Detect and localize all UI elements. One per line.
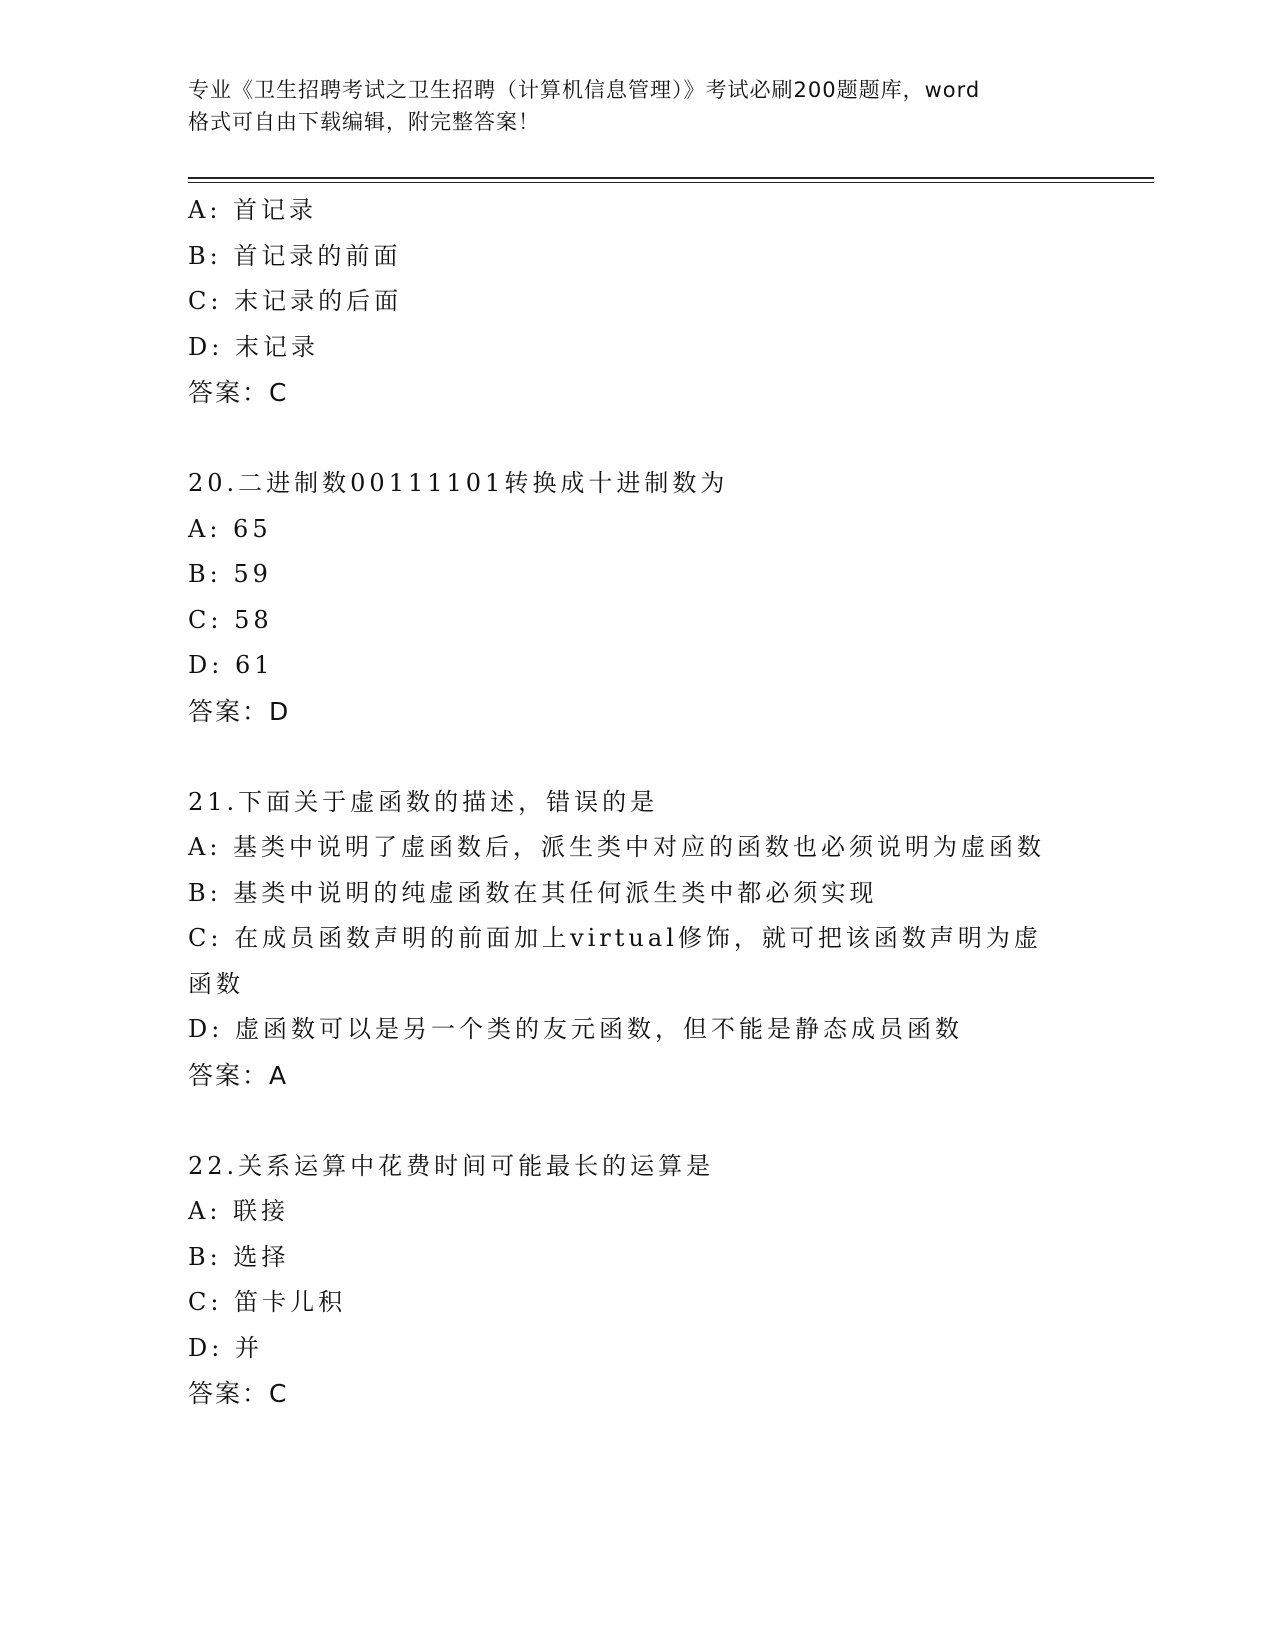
- option-c: C: 末记录的后面: [188, 287, 403, 315]
- option-c: C: 在成员函数声明的前面加上virtual修饰，就可把该函数声明为虚: [188, 924, 1042, 952]
- question-text: 21.下面关于虚函数的描述，错误的是: [188, 787, 659, 816]
- document-header: [188, 74, 1088, 138]
- question-text: 20.二进制数00111101转换成十进制数为: [188, 469, 729, 497]
- header-line-2: 格式可自由下载编辑，附完整答案！: [188, 110, 540, 134]
- option-d: D: 61: [188, 651, 274, 679]
- option-b: B: 59: [188, 560, 272, 588]
- option-c: C: 笛卡儿积: [188, 1288, 347, 1316]
- question-20-block: [188, 461, 1088, 734]
- option-b: B: 基类中说明的纯虚函数在其任何派生类中都必须实现: [188, 878, 878, 907]
- option-d: D: 虚函数可以是另一个类的友元函数，但不能是静态成员函数: [188, 1015, 963, 1043]
- question-text: 22.关系运算中花费时间可能最长的运算是: [188, 1151, 715, 1180]
- option-c-continuation: 函数: [188, 969, 244, 998]
- option-d: D: 并: [188, 1333, 263, 1362]
- option-c: C: 58: [188, 605, 273, 634]
- option-a: A: 联接: [188, 1197, 290, 1225]
- option-b: B: 首记录的前面: [188, 241, 402, 270]
- option-a: A: 基类中说明了虚函数后，派生类中对应的函数也必须说明为虚函数: [188, 833, 1046, 861]
- answer-line: 答案：A: [188, 1060, 289, 1090]
- option-b: B: 选择: [188, 1242, 290, 1271]
- option-a: A: 65: [188, 514, 272, 543]
- question-19-block: [188, 188, 1088, 416]
- question-22-block: [188, 1144, 1088, 1417]
- option-d: D: 末记录: [188, 332, 319, 361]
- option-a: A: 首记录: [188, 196, 318, 224]
- answer-line: 答案：D: [188, 696, 291, 726]
- header-line-1: 专业《卫生招聘考试之卫生招聘（计算机信息管理）》考试必刷200题题库，word: [188, 78, 981, 102]
- answer-line: 答案：C: [188, 1379, 289, 1408]
- question-21-block: [188, 780, 1088, 1099]
- header-rule-thick: [188, 177, 1154, 179]
- header-rule-thin: [188, 182, 1154, 183]
- question-list: [188, 188, 1088, 1462]
- answer-line: 答案：C: [188, 378, 289, 407]
